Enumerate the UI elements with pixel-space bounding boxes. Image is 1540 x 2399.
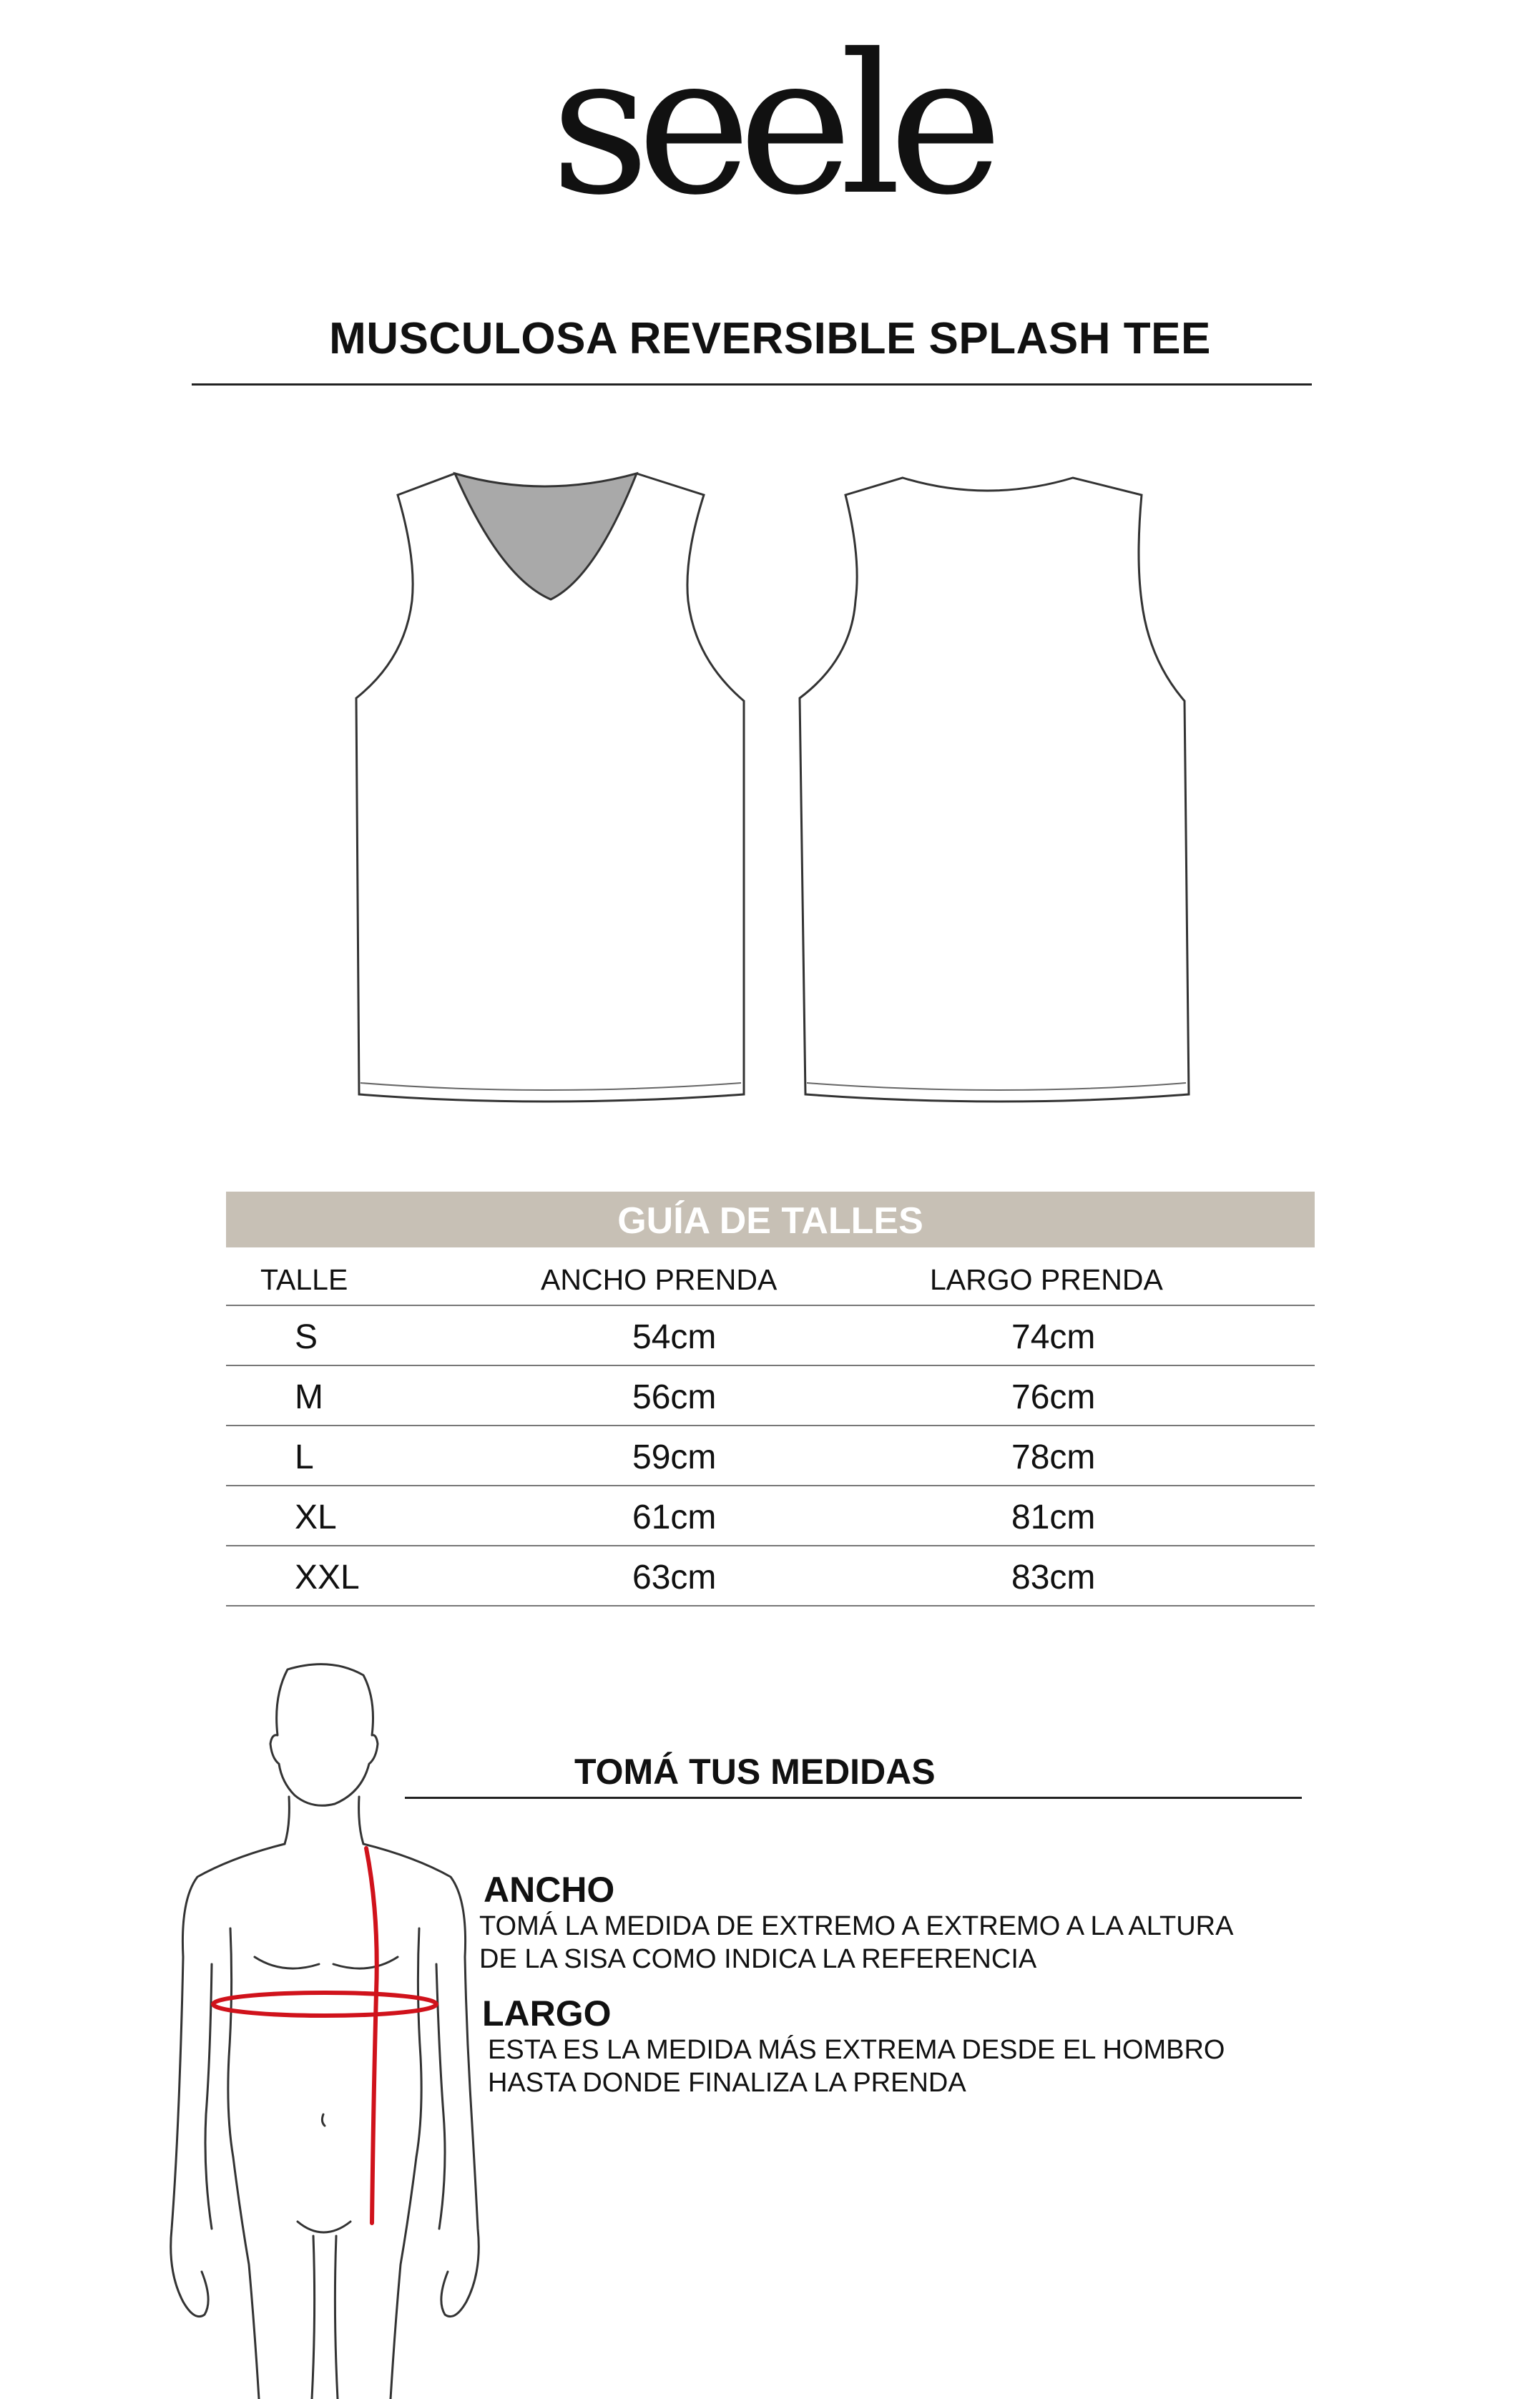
- length-cell: 81cm: [1011, 1498, 1096, 1536]
- svg-text:seele: seele: [550, 21, 990, 237]
- tank-back-sketch: [800, 478, 1189, 1102]
- size-guide-title: GUÍA DE TALLES: [226, 1192, 1315, 1247]
- column-header-length: LARGO PRENDA: [930, 1263, 1163, 1296]
- largo-title: LARGO: [482, 1993, 612, 2033]
- size-cell: XL: [295, 1498, 337, 1536]
- width-cell: 56cm: [632, 1378, 717, 1416]
- table-row: [226, 1306, 1315, 1366]
- largo-instructions: [488, 2033, 1382, 2099]
- brand-logo: [0, 21, 1540, 250]
- length-cell: 78cm: [1011, 1438, 1096, 1476]
- ancho-line-2: DE LA SISA COMO INDICA LA REFERENCIA: [479, 1944, 1037, 1974]
- seele-logo-image: [541, 21, 999, 250]
- width-cell: 54cm: [632, 1318, 717, 1356]
- column-header-size: TALLE: [260, 1263, 348, 1296]
- table-row: [226, 1486, 1315, 1546]
- length-cell: 83cm: [1011, 1559, 1096, 1596]
- size-cell: S: [295, 1318, 318, 1356]
- measurements-divider: [405, 1797, 1302, 1799]
- width-cell: 61cm: [632, 1498, 717, 1536]
- largo-line-2: HASTA DONDE FINALIZA LA PRENDA: [488, 2068, 966, 2098]
- size-table: [226, 1247, 1315, 1606]
- garment-flat-sketches: [0, 458, 1540, 1123]
- size-table-header: [226, 1247, 1315, 1306]
- size-cell: L: [295, 1438, 314, 1476]
- title-divider: [192, 383, 1312, 386]
- largo-line-1: ESTA ES LA MEDIDA MÁS EXTREMA DESDE EL HOMBRO: [488, 2035, 1225, 2065]
- length-cell: 74cm: [1011, 1318, 1096, 1356]
- table-row: [226, 1426, 1315, 1486]
- length-cell: 76cm: [1011, 1378, 1096, 1416]
- size-cell: M: [295, 1378, 323, 1416]
- width-cell: 63cm: [632, 1559, 717, 1596]
- column-header-width: ANCHO PRENDA: [541, 1263, 778, 1296]
- ancho-instructions: [479, 1910, 1373, 1976]
- table-row: [226, 1366, 1315, 1426]
- width-cell: 59cm: [632, 1438, 717, 1476]
- tank-front-sketch: [356, 474, 744, 1102]
- measurements-title: TOMÁ TUS MEDIDAS: [574, 1752, 936, 1792]
- ancho-title: ANCHO: [484, 1870, 615, 1910]
- product-title: MUSCULOSA REVERSIBLE SPLASH TEE: [329, 314, 1211, 363]
- size-cell: XXL: [295, 1559, 360, 1596]
- ancho-line-1: TOMÁ LA MEDIDA DE EXTREMO A EXTREMO A LA ALTURA: [479, 1911, 1234, 1941]
- body-measurement-figure: [155, 1657, 498, 2399]
- table-row: [226, 1546, 1315, 1606]
